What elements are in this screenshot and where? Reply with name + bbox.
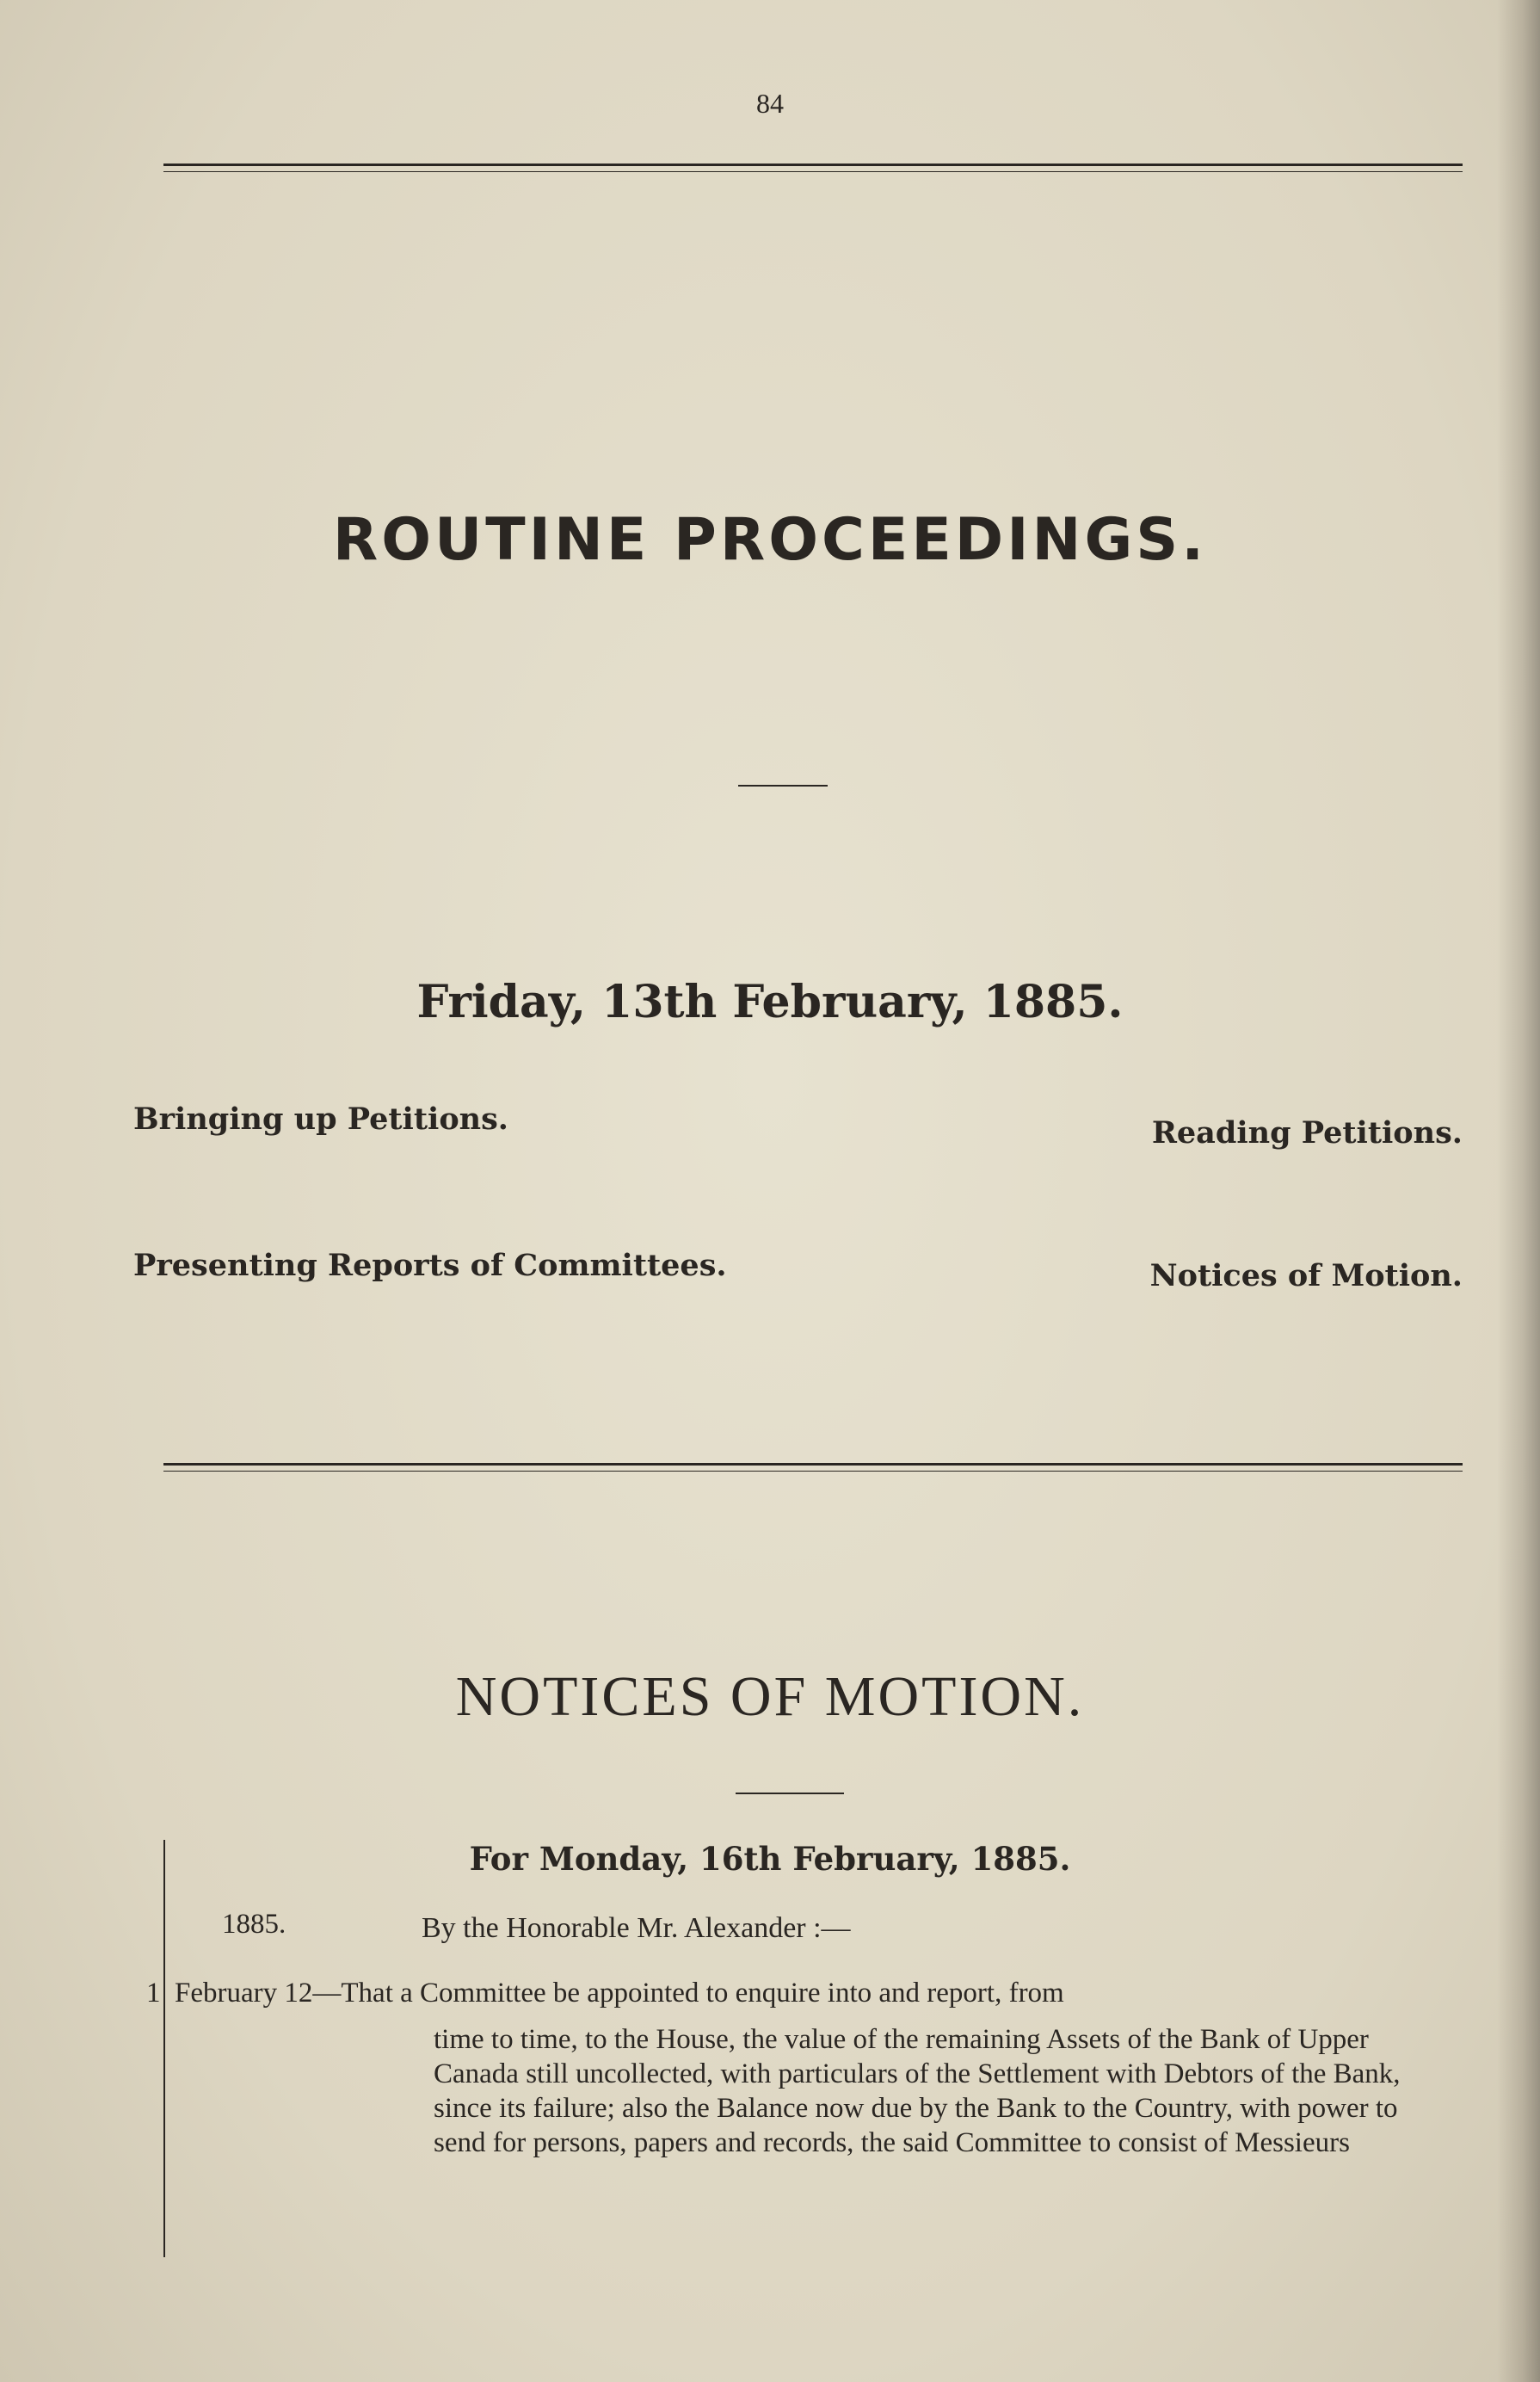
- section-divider: [736, 1793, 844, 1794]
- sitting-date: Friday, 13th February, 1885.: [416, 976, 1124, 1028]
- motion-text: [434, 2022, 1444, 2160]
- routine-proceedings-heading: ROUTINE PROCEEDINGS.: [332, 506, 1208, 574]
- routine-item-notices-of-motion: Notices of Motion.: [1149, 1258, 1463, 1293]
- motion-date-text: February 12—: [175, 1978, 342, 2009]
- notice-for-date: For Monday, 16th February, 1885.: [469, 1840, 1071, 1878]
- routine-item-bringing-petitions: Bringing up Petitions.: [133, 1102, 508, 1137]
- motion-date: [175, 1978, 1064, 2009]
- page-number: 84: [756, 88, 784, 119]
- routine-item-reading-petitions: Reading Petitions.: [1151, 1115, 1463, 1151]
- notice-by-line: By the Honorable Mr. Alexander :—: [422, 1912, 851, 1944]
- notice-year: 1885.: [222, 1909, 286, 1940]
- header-rule: [163, 164, 1463, 172]
- motion-number: 1: [146, 1978, 161, 2009]
- page-edge-shadow: [1497, 0, 1540, 2382]
- motion-body: time to time, to the House, the value of the remaining Assets of the Bank of Upper Canada still uncollected, with particulars of the Settlement with Debtors of the Bank, since its failure; also the Balance now due by the Bank to the Country, with power to send for persons, papers and records, the said Committee to consist of Messieurs: [434, 2024, 1401, 2158]
- notices-of-motion-heading: NOTICES OF MOTION.: [455, 1665, 1085, 1728]
- motion-first-line: That a Committee be appointed to enquire into and report, from: [341, 1978, 1064, 2009]
- routine-item-presenting-reports: Presenting Reports of Committees.: [133, 1248, 727, 1283]
- margin-rule: [163, 1840, 165, 2257]
- section-rule: [163, 1463, 1463, 1472]
- section-divider: [738, 785, 828, 787]
